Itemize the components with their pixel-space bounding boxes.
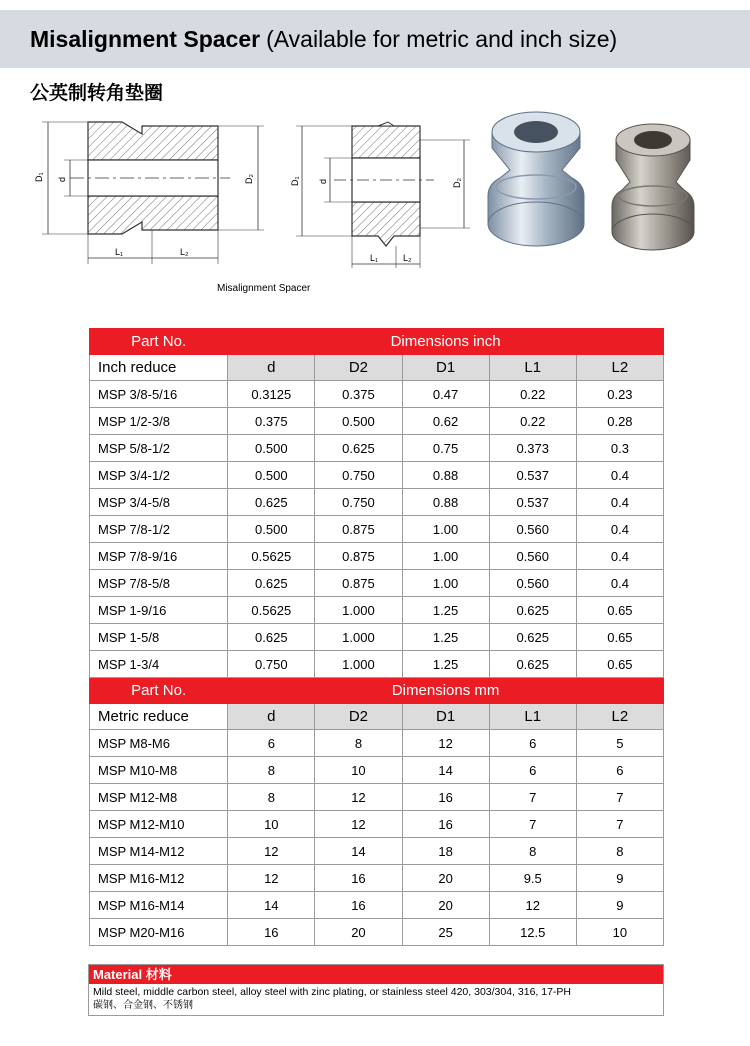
dimension-cell: 0.62 bbox=[402, 408, 489, 435]
dimension-cell: 0.750 bbox=[315, 489, 402, 516]
part-number-cell: MSP 3/8-5/16 bbox=[90, 381, 228, 408]
dimension-cell: 0.4 bbox=[576, 489, 663, 516]
dimension-cell: 12 bbox=[402, 730, 489, 757]
table-row bbox=[90, 435, 664, 462]
part-number-cell: MSP 7/8-9/16 bbox=[90, 543, 228, 570]
dimension-cell: 20 bbox=[315, 919, 402, 946]
column-header-l2: L2 bbox=[576, 355, 663, 381]
column-header-l1: L1 bbox=[489, 704, 576, 730]
dimension-cell: 12 bbox=[489, 892, 576, 919]
dimension-cell: 10 bbox=[315, 757, 402, 784]
mm-column-header-row bbox=[90, 704, 664, 730]
table-row bbox=[90, 730, 664, 757]
dimension-cell: 8 bbox=[315, 730, 402, 757]
label-D2: D₂ bbox=[244, 174, 254, 184]
table-row bbox=[90, 865, 664, 892]
table-row bbox=[90, 462, 664, 489]
dimension-cell: 0.625 bbox=[228, 624, 315, 651]
dimensions-table bbox=[89, 328, 664, 946]
dimension-cell: 1.00 bbox=[402, 516, 489, 543]
dimension-cell: 9 bbox=[576, 892, 663, 919]
dimension-cell: 20 bbox=[402, 892, 489, 919]
dimension-cell: 0.5625 bbox=[228, 597, 315, 624]
dimension-cell: 1.00 bbox=[402, 543, 489, 570]
dimension-cell: 0.28 bbox=[576, 408, 663, 435]
dimension-cell: 0.4 bbox=[576, 570, 663, 597]
table-row bbox=[90, 516, 664, 543]
dimension-cell: 9 bbox=[576, 865, 663, 892]
dimension-cell: 6 bbox=[576, 757, 663, 784]
spacer-photo-zinc bbox=[470, 104, 602, 256]
dimension-cell: 0.750 bbox=[315, 462, 402, 489]
metric-reduce-header: Metric reduce bbox=[90, 704, 228, 730]
page-title: Misalignment Spacer bbox=[30, 25, 261, 52]
dimension-cell: 14 bbox=[228, 892, 315, 919]
label-d: d bbox=[57, 176, 67, 182]
dimension-cell: 0.88 bbox=[402, 489, 489, 516]
part-number-cell: MSP 1-5/8 bbox=[90, 624, 228, 651]
dimension-cell: 0.537 bbox=[489, 489, 576, 516]
table-row bbox=[90, 811, 664, 838]
dimension-cell: 16 bbox=[402, 784, 489, 811]
dimension-cell: 0.4 bbox=[576, 516, 663, 543]
column-header-l2: L2 bbox=[576, 704, 663, 730]
dimension-cell: 0.875 bbox=[315, 543, 402, 570]
part-number-cell: MSP M8-M6 bbox=[90, 730, 228, 757]
label-D2-small: D₂ bbox=[452, 178, 462, 188]
dimension-cell: 8 bbox=[576, 838, 663, 865]
dimension-cell: 16 bbox=[402, 811, 489, 838]
label-L2-small: L₂ bbox=[403, 253, 412, 263]
dimension-cell: 0.560 bbox=[489, 570, 576, 597]
part-number-cell: MSP M12-M8 bbox=[90, 784, 228, 811]
dimension-cell: 12 bbox=[228, 865, 315, 892]
dimension-cell: 0.625 bbox=[489, 597, 576, 624]
dimension-cell: 7 bbox=[576, 811, 663, 838]
dimension-cell: 14 bbox=[315, 838, 402, 865]
table-row bbox=[90, 597, 664, 624]
inch-dims-header: Dimensions inch bbox=[228, 329, 664, 355]
part-number-cell: MSP M14-M12 bbox=[90, 838, 228, 865]
part-number-cell: MSP 5/8-1/2 bbox=[90, 435, 228, 462]
dimension-cell: 0.375 bbox=[228, 408, 315, 435]
dimension-cell: 7 bbox=[489, 784, 576, 811]
material-box bbox=[88, 964, 664, 1016]
dimension-cell: 0.65 bbox=[576, 597, 663, 624]
dimension-cell: 14 bbox=[402, 757, 489, 784]
dimension-cell: 12.5 bbox=[489, 919, 576, 946]
mm-table-body bbox=[90, 678, 664, 946]
dimension-cell: 0.4 bbox=[576, 543, 663, 570]
dimension-cell: 8 bbox=[489, 838, 576, 865]
label-L1: L₁ bbox=[115, 247, 124, 257]
table-row bbox=[90, 757, 664, 784]
dimension-cell: 0.500 bbox=[228, 516, 315, 543]
dimension-cell: 7 bbox=[489, 811, 576, 838]
part-number-cell: MSP 3/4-5/8 bbox=[90, 489, 228, 516]
dimension-cell: 1.00 bbox=[402, 570, 489, 597]
dimension-cell: 1.000 bbox=[315, 651, 402, 678]
material-heading: Material 材料 bbox=[89, 965, 663, 984]
spacer-photo-stainless bbox=[598, 116, 708, 258]
inch-part-header: Part No. bbox=[90, 329, 228, 355]
dimension-cell: 0.3125 bbox=[228, 381, 315, 408]
spacer-section-drawing-large bbox=[30, 112, 270, 272]
dimension-cell: 5 bbox=[576, 730, 663, 757]
part-number-cell: MSP M12-M10 bbox=[90, 811, 228, 838]
dimension-cell: 0.500 bbox=[315, 408, 402, 435]
column-header-d: d bbox=[228, 704, 315, 730]
dimension-cell: 0.22 bbox=[489, 381, 576, 408]
dimension-cell: 0.625 bbox=[228, 489, 315, 516]
title-bar bbox=[0, 10, 750, 68]
drawing-caption: Misalignment Spacer bbox=[217, 283, 311, 294]
table-row bbox=[90, 624, 664, 651]
table-row bbox=[90, 570, 664, 597]
dimension-cell: 25 bbox=[402, 919, 489, 946]
dimension-cell: 16 bbox=[228, 919, 315, 946]
column-header-d2: D2 bbox=[315, 704, 402, 730]
table-row bbox=[90, 919, 664, 946]
table-row bbox=[90, 784, 664, 811]
dimension-cell: 0.625 bbox=[489, 624, 576, 651]
label-D1: D₁ bbox=[34, 172, 44, 182]
inch-column-header-row bbox=[90, 355, 664, 381]
page-title-note: (Available for metric and inch size) bbox=[266, 25, 618, 52]
dimension-cell: 0.75 bbox=[402, 435, 489, 462]
part-number-cell: MSP 1-3/4 bbox=[90, 651, 228, 678]
material-text-en: Mild steel, middle carbon steel, alloy steel with zinc plating, or stainless steel 420, 303/304, 316, 17-PH bbox=[93, 986, 572, 998]
table-row bbox=[90, 651, 664, 678]
dimension-cell: 0.65 bbox=[576, 651, 663, 678]
label-L1-small: L₁ bbox=[370, 253, 379, 263]
dimension-cell: 0.560 bbox=[489, 543, 576, 570]
dimension-cell: 16 bbox=[315, 865, 402, 892]
dimension-cell: 9.5 bbox=[489, 865, 576, 892]
dimension-cell: 1.25 bbox=[402, 651, 489, 678]
dimension-cell: 10 bbox=[576, 919, 663, 946]
dimension-cell: 0.47 bbox=[402, 381, 489, 408]
dimension-cell: 0.375 bbox=[315, 381, 402, 408]
dimension-cell: 12 bbox=[228, 838, 315, 865]
dimension-cell: 0.373 bbox=[489, 435, 576, 462]
dimension-cell: 6 bbox=[228, 730, 315, 757]
column-header-d: d bbox=[228, 355, 315, 381]
dimension-cell: 10 bbox=[228, 811, 315, 838]
dimension-cell: 8 bbox=[228, 784, 315, 811]
dimension-cell: 0.23 bbox=[576, 381, 663, 408]
dimension-cell: 0.875 bbox=[315, 570, 402, 597]
column-header-d2: D2 bbox=[315, 355, 402, 381]
dimension-cell: 20 bbox=[402, 865, 489, 892]
table-row bbox=[90, 892, 664, 919]
chinese-subtitle: 公英制转角垫圈 bbox=[30, 82, 164, 104]
dimension-cell: 0.5625 bbox=[228, 543, 315, 570]
inch-reduce-header: Inch reduce bbox=[90, 355, 228, 381]
table-row bbox=[90, 838, 664, 865]
dimension-cell: 0.65 bbox=[576, 624, 663, 651]
dimension-cell: 0.625 bbox=[489, 651, 576, 678]
dimension-cell: 1.25 bbox=[402, 597, 489, 624]
dimension-cell: 0.22 bbox=[489, 408, 576, 435]
dimension-cell: 1.25 bbox=[402, 624, 489, 651]
material-text-cn: 碳钢、合金钢、不锈钢 bbox=[93, 1000, 193, 1011]
mm-header-row bbox=[90, 678, 664, 704]
dimension-cell: 0.3 bbox=[576, 435, 663, 462]
table-row bbox=[90, 381, 664, 408]
inch-table-body bbox=[90, 329, 664, 678]
column-header-l1: L1 bbox=[489, 355, 576, 381]
table-row bbox=[90, 489, 664, 516]
part-number-cell: MSP 1/2-3/8 bbox=[90, 408, 228, 435]
label-D1-small: D₁ bbox=[290, 176, 300, 186]
part-number-cell: MSP 7/8-5/8 bbox=[90, 570, 228, 597]
part-number-cell: MSP M10-M8 bbox=[90, 757, 228, 784]
part-number-cell: MSP M16-M14 bbox=[90, 892, 228, 919]
spacer-section-drawing-small bbox=[288, 118, 473, 276]
dimension-cell: 6 bbox=[489, 757, 576, 784]
part-number-cell: MSP 7/8-1/2 bbox=[90, 516, 228, 543]
dimension-cell: 1.000 bbox=[315, 597, 402, 624]
dimension-cell: 0.875 bbox=[315, 516, 402, 543]
label-d-small: d bbox=[318, 178, 328, 184]
dimension-cell: 0.500 bbox=[228, 435, 315, 462]
dimension-cell: 0.88 bbox=[402, 462, 489, 489]
dimension-cell: 0.625 bbox=[228, 570, 315, 597]
part-number-cell: MSP 3/4-1/2 bbox=[90, 462, 228, 489]
column-header-d1: D1 bbox=[402, 704, 489, 730]
dimension-cell: 0.537 bbox=[489, 462, 576, 489]
dimension-cell: 12 bbox=[315, 811, 402, 838]
dimension-cell: 6 bbox=[489, 730, 576, 757]
dimension-cell: 16 bbox=[315, 892, 402, 919]
dimension-cell: 0.750 bbox=[228, 651, 315, 678]
dimension-cell: 12 bbox=[315, 784, 402, 811]
part-number-cell: MSP 1-9/16 bbox=[90, 597, 228, 624]
mm-dims-header: Dimensions mm bbox=[228, 678, 664, 704]
table-row bbox=[90, 543, 664, 570]
dimension-cell: 0.625 bbox=[315, 435, 402, 462]
table-row bbox=[90, 408, 664, 435]
part-number-cell: MSP M16-M12 bbox=[90, 865, 228, 892]
mm-part-header: Part No. bbox=[90, 678, 228, 704]
dimension-cell: 0.500 bbox=[228, 462, 315, 489]
column-header-d1: D1 bbox=[402, 355, 489, 381]
label-L2: L₂ bbox=[180, 247, 189, 257]
dimension-cell: 0.4 bbox=[576, 462, 663, 489]
dimension-cell: 8 bbox=[228, 757, 315, 784]
dimension-cell: 18 bbox=[402, 838, 489, 865]
dimension-cell: 1.000 bbox=[315, 624, 402, 651]
part-number-cell: MSP M20-M16 bbox=[90, 919, 228, 946]
dimension-cell: 7 bbox=[576, 784, 663, 811]
dimension-cell: 0.560 bbox=[489, 516, 576, 543]
inch-header-row bbox=[90, 329, 664, 355]
